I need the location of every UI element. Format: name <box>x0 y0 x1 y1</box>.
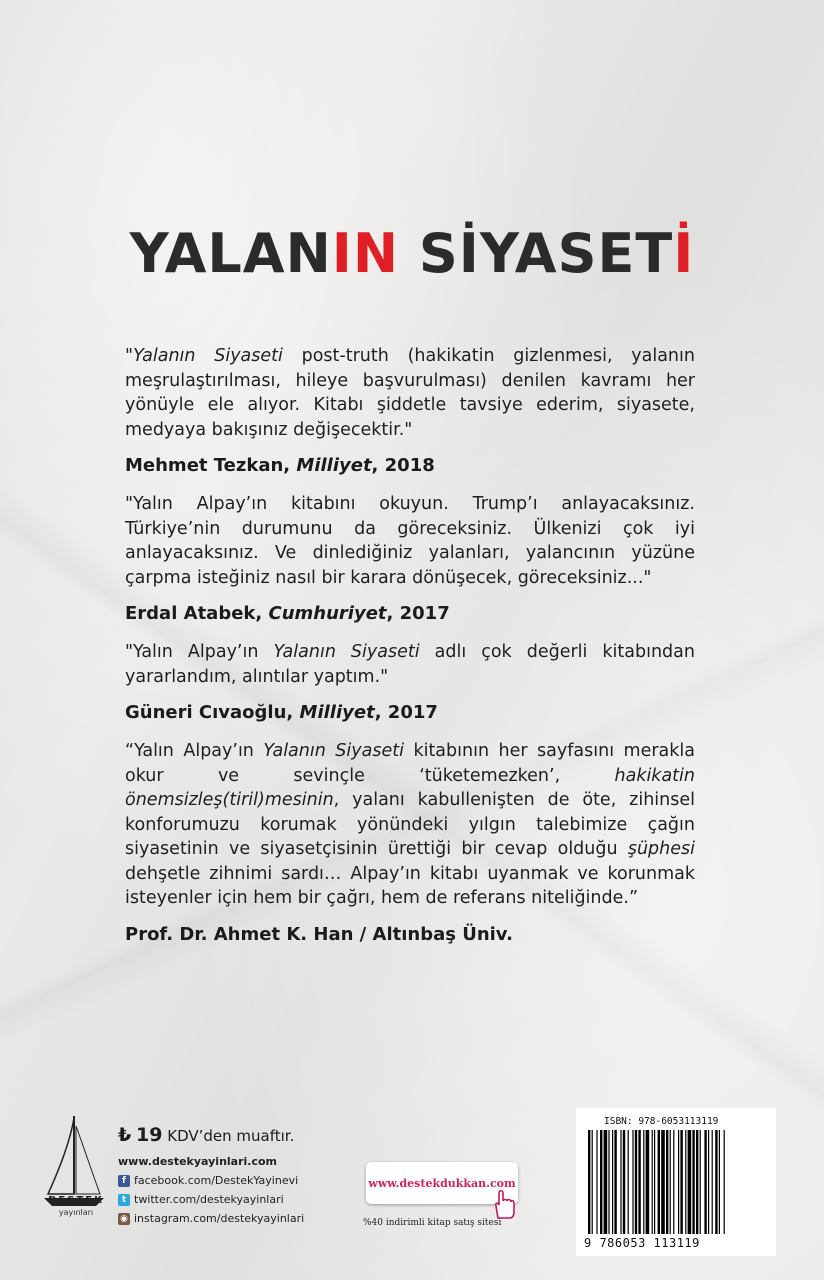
barcode-bar <box>628 1130 629 1234</box>
barcode-bar <box>638 1130 640 1234</box>
barcode-bar <box>708 1130 709 1234</box>
price-note: KDV’den muaftır. <box>167 1127 295 1145</box>
barcode-bar <box>632 1130 633 1234</box>
barcode-bar <box>692 1130 694 1234</box>
barcode-digits: 9 786053 113119 <box>584 1236 700 1250</box>
price-value: 19 <box>136 1124 163 1146</box>
barcode-bar <box>614 1130 616 1234</box>
review-source: Güneri Cıvaoğlu, Milliyet, 2017 <box>125 702 438 723</box>
review-quote: "Yalın Alpay’ın kitabını okuyun. Trump’ı anlayacaksınız. Türkiye’nin durumunu da göreceksiniz. Ülkenizi çok iyi anlayacaksınız. Ve dinlediğiniz yalanları, yalancının yüzüne çarpma isteğiniz nasıl bir karara dönüşecek, göreceksiniz..." <box>125 494 695 588</box>
review-quote: “Yalın Alpay’ın Yalanın Siyaseti kitabının her sayfasını merakla okur ve sevinçle ‘tüketemezken’, hakikatin önemsizleş(tiril)mesinin, yalanı kabullenişten de öte, zihinsel konforumuzu korumak yönündeki yılgın talebimize çağın siyasetinin ve siyasetçisinin ürettiği bir cevap olduğu şüphesi dehşetle zihnimi sardı… Alpay’ın kitabı uyanmak ve korunmak isteyenler için hem bir çağrı, hem de referans niteliğinde.” <box>125 741 695 908</box>
barcode-bar <box>600 1130 602 1234</box>
barcode-bar <box>700 1130 701 1234</box>
publisher-name: DESTEK <box>48 1195 104 1206</box>
book-title <box>0 222 824 286</box>
instagram-link[interactable]: ◉ instagram.com/destekyayinlari <box>118 1209 304 1228</box>
barcode-bar <box>658 1130 660 1234</box>
price <box>118 1124 294 1146</box>
barcode-bar <box>688 1130 692 1234</box>
review-source: Prof. Dr. Ahmet K. Han / Altınbaş Üniv. <box>125 923 513 945</box>
barcode-bar <box>623 1130 625 1234</box>
shop-note: %40 indirimli kitap satış sitesi <box>363 1218 502 1228</box>
barcode-bar <box>604 1130 608 1234</box>
barcode-bar <box>643 1130 644 1234</box>
twitter-icon: t <box>118 1194 130 1206</box>
publisher-links <box>118 1152 304 1228</box>
barcode-bar <box>608 1130 609 1234</box>
twitter-link[interactable]: t twitter.com/destekyayinlari <box>118 1190 304 1209</box>
pointer-hand-icon <box>490 1188 516 1220</box>
barcode-bar <box>596 1130 597 1234</box>
barcode-bar <box>704 1130 706 1234</box>
title-part: SİYASET <box>399 222 674 285</box>
shop-url: www.destekdukkan.com <box>368 1176 516 1190</box>
barcode-bar <box>612 1130 613 1234</box>
barcode-bar <box>661 1130 665 1234</box>
barcode-bar <box>696 1130 698 1234</box>
review-source: Mehmet Tezkan, Milliyet, 2018 <box>125 455 435 476</box>
barcode-bar <box>680 1130 682 1234</box>
barcode-bar <box>652 1130 653 1234</box>
isbn-label: ISBN: 978-6053113119 <box>604 1116 719 1127</box>
barcode <box>576 1108 776 1256</box>
facebook-link[interactable]: f facebook.com/DestekYayinevi <box>118 1171 304 1190</box>
barcode-bar <box>666 1130 668 1234</box>
title-red-part: IN <box>331 222 400 285</box>
barcode-bar <box>620 1130 621 1234</box>
barcode-bar <box>712 1130 713 1234</box>
barcode-bar <box>685 1130 686 1234</box>
review-quote: "Yalanın Siyaseti post-truth (hakikatin gizlenmesi, yalanın meşrulaştırılması, hileye başvurulması) denilen kavramı her yönüyle ele alıyor. Kitabı şiddetle tavsiye ederim, siyasete, medyaya bakışınız değişecektir." <box>125 346 695 440</box>
reviews <box>125 344 695 961</box>
barcode-bars <box>586 1130 768 1234</box>
title-red-part: İ <box>673 222 695 285</box>
barcode-bar <box>646 1130 650 1234</box>
instagram-icon: ◉ <box>118 1213 130 1225</box>
barcode-bar <box>635 1130 637 1234</box>
barcode-bar <box>715 1130 717 1234</box>
barcode-bar <box>724 1130 725 1234</box>
website-link[interactable]: www.destekyayinlari.com <box>118 1155 278 1168</box>
publisher-sub: yayınları <box>58 1208 94 1217</box>
barcode-bar <box>719 1130 720 1234</box>
barcode-bar <box>673 1130 674 1234</box>
barcode-bar <box>588 1130 590 1234</box>
review-quote: "Yalın Alpay’ın Yalanın Siyaseti adlı çok değerli kitabından yararlandım, alıntılar yaptım." <box>125 642 695 687</box>
barcode-bar <box>592 1130 593 1234</box>
barcode-bar <box>678 1130 679 1234</box>
barcode-bar <box>654 1130 655 1234</box>
title-part: YALAN <box>129 222 332 285</box>
currency-symbol: ₺ <box>118 1124 132 1146</box>
review-source: Erdal Atabek, Cumhuriyet, 2017 <box>125 603 450 624</box>
barcode-bar <box>670 1130 671 1234</box>
facebook-icon: f <box>118 1175 130 1187</box>
